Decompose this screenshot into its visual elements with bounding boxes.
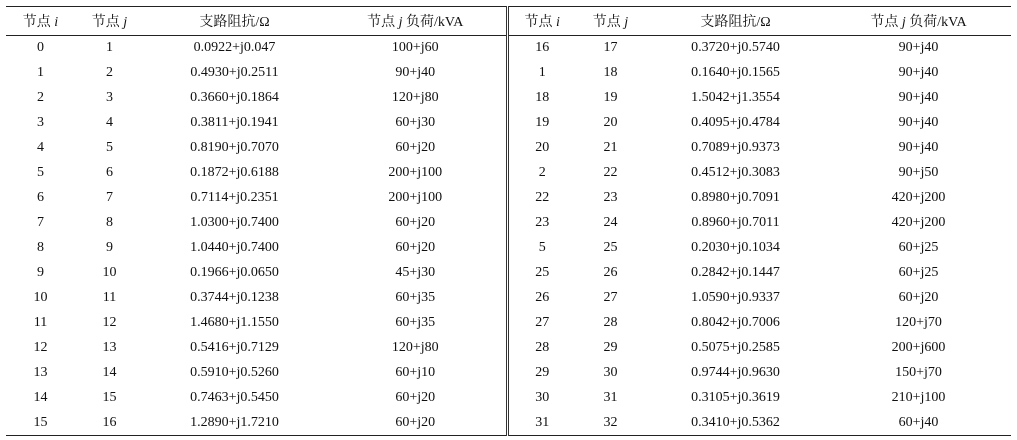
cell-node-i: 5: [37, 165, 44, 180]
cell-node-i: 19: [535, 115, 550, 130]
table-row: [6, 111, 1011, 136]
cell-impedance: 0.5075+j0.2585: [691, 340, 780, 355]
cell-node-i: 13: [33, 365, 48, 380]
cell-load: 120+j70: [895, 315, 942, 330]
cell-node-i: 10: [33, 290, 48, 305]
cell-impedance: 0.1872+j0.6188: [190, 165, 279, 180]
table-row: [6, 186, 1011, 211]
cell-node-j: 32: [576, 411, 645, 436]
table-row: [6, 211, 1011, 236]
cell-impedance: 1.5042+j1.3554: [691, 90, 780, 105]
cell-impedance: 0.2030+j0.1034: [691, 240, 780, 255]
cell-load: 150+j70: [895, 365, 942, 380]
cell-node-j: 23: [603, 190, 618, 205]
cell-node-i: 7: [37, 215, 44, 230]
cell-impedance: 0.4512+j0.3083: [691, 165, 780, 180]
cell-impedance: 0.3720+j0.5740: [691, 40, 780, 56]
cell-load: 60+j20: [325, 236, 507, 261]
table-row: [6, 86, 1011, 111]
cell-node-j: 5: [106, 140, 113, 155]
cell-load: 60+j20: [325, 386, 507, 411]
branch-data-table: [6, 6, 1011, 436]
cell-impedance: 0.3660+j0.1864: [190, 90, 279, 105]
cell-node-j: 3: [106, 90, 113, 105]
cell-node-j: 8: [106, 215, 113, 230]
cell-load: 45+j30: [325, 261, 507, 286]
cell-impedance: 0.4930+j0.2511: [190, 65, 279, 80]
cell-load: 210+j100: [891, 390, 946, 405]
cell-node-j: 21: [603, 140, 618, 155]
cell-load: 90+j40: [898, 65, 939, 80]
header-node-j: 节点 j: [75, 7, 144, 36]
cell-node-j: 2: [106, 65, 113, 80]
cell-impedance: 1.0590+j0.9337: [691, 290, 780, 305]
cell-node-i: 23: [535, 215, 550, 230]
cell-load: 420+j200: [891, 215, 946, 230]
cell-node-i: 20: [535, 140, 550, 155]
cell-node-i: 0: [37, 40, 44, 56]
cell-impedance: 1.0300+j0.7400: [190, 215, 279, 230]
cell-impedance: 0.2842+j0.1447: [691, 265, 780, 280]
cell-load: 60+j40: [826, 411, 1011, 436]
cell-load: 60+j25: [898, 265, 939, 280]
cell-node-j: 6: [106, 165, 113, 180]
cell-load: 200+j600: [891, 340, 946, 355]
cell-load: 60+j20: [325, 211, 507, 236]
cell-node-i: 2: [538, 165, 546, 180]
cell-node-j: 20: [603, 115, 618, 130]
cell-node-j: 28: [603, 315, 618, 330]
cell-impedance: 0.3105+j0.3619: [691, 390, 780, 405]
cell-node-j: 26: [603, 265, 618, 280]
cell-node-j: 29: [603, 340, 618, 355]
cell-load: 60+j30: [325, 111, 507, 136]
cell-impedance: 0.7114+j0.2351: [190, 190, 279, 205]
cell-node-i: 15: [6, 411, 75, 436]
cell-impedance: 0.7089+j0.9373: [691, 140, 780, 155]
table-row: [6, 161, 1011, 186]
cell-impedance: 0.7463+j0.5450: [190, 390, 279, 405]
cell-impedance: 0.8980+j0.7091: [691, 190, 780, 205]
cell-load: 420+j200: [891, 190, 946, 205]
cell-node-j: 24: [603, 215, 618, 230]
cell-node-j: 31: [603, 390, 618, 405]
table-row: [6, 61, 1011, 86]
cell-node-i: 4: [37, 140, 44, 155]
table-row: [6, 411, 1011, 436]
cell-load: 120+j80: [325, 86, 507, 111]
cell-load: 60+j25: [898, 240, 939, 255]
cell-node-i: 1: [538, 65, 546, 80]
cell-node-j: 17: [603, 40, 618, 56]
cell-node-i: 3: [37, 115, 44, 130]
table-row: [6, 386, 1011, 411]
cell-node-j: 1: [106, 40, 113, 56]
cell-impedance: 1.2890+j1.7210: [144, 411, 325, 436]
cell-node-i: 22: [535, 190, 550, 205]
table-row: [6, 36, 1011, 61]
cell-load: 120+j80: [325, 336, 507, 361]
cell-node-i: 11: [33, 315, 48, 330]
cell-node-i: 27: [535, 315, 550, 330]
cell-node-j: 25: [603, 240, 618, 255]
header-load: 节点 j 负荷/kVA: [325, 7, 507, 36]
cell-node-i: 16: [535, 40, 550, 56]
cell-node-j: 22: [603, 165, 618, 180]
cell-node-j: 7: [106, 190, 113, 205]
cell-impedance: 0.9744+j0.9630: [691, 365, 780, 380]
cell-node-j: 30: [603, 365, 618, 380]
cell-node-i: 18: [535, 90, 550, 105]
cell-impedance: 0.4095+j0.4784: [691, 115, 780, 130]
cell-load: 60+j20: [898, 290, 939, 305]
cell-impedance: 0.1966+j0.0650: [190, 265, 279, 280]
cell-load: 60+j20: [325, 136, 507, 161]
branch-data-table-container: [6, 6, 1011, 434]
table-row: [6, 361, 1011, 386]
cell-node-j: 4: [106, 115, 113, 130]
header-node-j: 节点 j: [576, 7, 645, 36]
header-load: 节点 j 负荷/kVA: [826, 7, 1011, 36]
cell-load: 60+j20: [325, 411, 507, 436]
cell-load: 60+j35: [325, 286, 507, 311]
cell-node-i: 30: [535, 390, 550, 405]
cell-load: 90+j40: [898, 140, 939, 155]
table-row: [6, 336, 1011, 361]
cell-node-j: 18: [603, 65, 618, 80]
cell-impedance: 1.4680+j1.1550: [190, 315, 279, 330]
cell-load: 90+j40: [898, 40, 939, 56]
cell-node-i: 14: [33, 390, 48, 405]
cell-load: 90+j50: [898, 165, 939, 180]
cell-node-i: 8: [37, 240, 44, 255]
cell-node-i: 2: [37, 90, 44, 105]
cell-impedance: 0.8960+j0.7011: [691, 215, 780, 230]
cell-node-j: 9: [106, 240, 113, 255]
cell-node-j: 13: [102, 340, 117, 355]
cell-load: 90+j40: [898, 90, 939, 105]
cell-impedance: 0.3410+j0.5362: [645, 411, 826, 436]
cell-node-j: 16: [75, 411, 144, 436]
header-node-i: 节点 i: [507, 7, 576, 36]
cell-node-j: 15: [102, 390, 117, 405]
cell-node-i: 9: [37, 265, 44, 280]
cell-load: 90+j40: [898, 115, 939, 130]
cell-node-j: 11: [102, 290, 117, 305]
cell-load: 90+j40: [325, 61, 507, 86]
cell-node-j: 27: [603, 290, 618, 305]
cell-node-i: 5: [538, 240, 546, 255]
table-row: [6, 286, 1011, 311]
cell-impedance: 0.5416+j0.7129: [190, 340, 279, 355]
cell-load: 100+j60: [325, 36, 507, 61]
cell-impedance: 0.8190+j0.7070: [190, 140, 279, 155]
cell-load: 60+j10: [325, 361, 507, 386]
cell-node-i: 1: [37, 65, 44, 80]
cell-impedance: 0.5910+j0.5260: [190, 365, 279, 380]
cell-node-i: 28: [535, 340, 550, 355]
cell-node-i: 6: [37, 190, 44, 205]
header-row: [6, 7, 1011, 36]
cell-load: 200+j100: [325, 186, 507, 211]
cell-node-j: 14: [102, 365, 117, 380]
cell-impedance: 0.0922+j0.047: [193, 40, 276, 56]
header-impedance: 支路阻抗/Ω: [645, 7, 826, 36]
cell-load: 60+j35: [325, 311, 507, 336]
cell-node-i: 12: [33, 340, 48, 355]
cell-node-i: 31: [507, 411, 576, 436]
cell-impedance: 0.3811+j0.1941: [190, 115, 279, 130]
cell-node-i: 25: [535, 265, 550, 280]
cell-node-j: 12: [102, 315, 117, 330]
cell-impedance: 1.0440+j0.7400: [190, 240, 279, 255]
table-row: [6, 236, 1011, 261]
table-row: [6, 311, 1011, 336]
cell-load: 200+j100: [325, 161, 507, 186]
header-node-i: 节点 i: [6, 7, 75, 36]
cell-node-j: 19: [603, 90, 618, 105]
cell-impedance: 0.8042+j0.7006: [691, 315, 780, 330]
cell-impedance: 0.1640+j0.1565: [691, 65, 780, 80]
cell-impedance: 0.3744+j0.1238: [190, 290, 279, 305]
table-row: [6, 136, 1011, 161]
header-impedance: 支路阻抗/Ω: [144, 7, 325, 36]
cell-node-i: 29: [535, 365, 550, 380]
cell-node-j: 10: [102, 265, 117, 280]
cell-node-i: 26: [535, 290, 550, 305]
table-row: [6, 261, 1011, 286]
